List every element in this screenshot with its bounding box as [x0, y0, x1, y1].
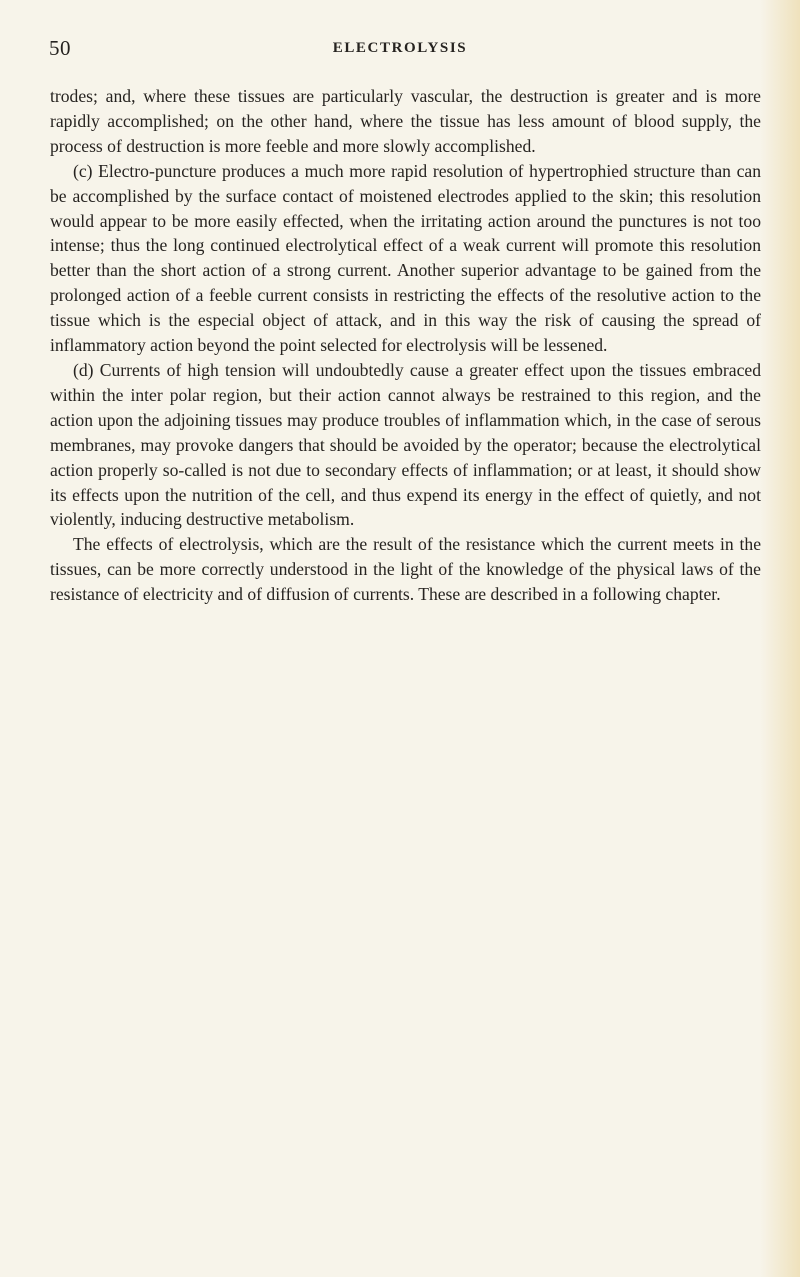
- paragraph-c: (c) Electro-puncture produces a much more rapid resolution of hypertrophied structure than can be accomplished by the surface contact of moistened electrodes applied to the skin; this resolution would appear to be more easily effected, when the irritating action around the punctures is not too intense; thus the long continued electrolytical effect of a weak current will promote this resolution better than the short action of a strong current. Another superior advantage to be gained from the prolonged action of a feeble current consists in restricting the effects of the resolutive action to the tissue which is the especial object of attack, and in this way the risk of causing the spread of inflammatory action beyond the point selected for electrolysis will be lessened.: [50, 160, 761, 356]
- paragraph-closing: The effects of electrolysis, which are the result of the resistance which the current meets in the tissues, can be more correctly understood in the light of the knowledge of the physical laws of the resistance of electricity and of diffusion of currents. These are described in a following chapter.: [50, 534, 761, 605]
- body-text: [50, 84, 761, 607]
- paragraph-continuation: trodes; and, where these tissues are particularly vascular, the destruction is greater and is more rapidly accomplished; on the other hand, where the tissue has less amount of blood supply, the process of destruction is more feeble and more slowly accomplished.: [50, 86, 761, 156]
- page-number: 50: [49, 36, 71, 60]
- paragraph-d: (d) Currents of high tension will undoubtedly cause a greater effect upon the tissues embraced within the inter polar region, but their action cannot always be restrained to this region, and the action upon the adjoining tissues may produce troubles of inflammation which, in the case of serous membranes, may provoke dangers that should be avoided by the operator; because the electrolytical action properly so-called is not due to secondary effects of inflammation; or at least, it should show its effects upon the nutrition of the cell, and thus expend its energy in the effect of quietly, and not violently, inducing destructive metabolism.: [50, 359, 761, 530]
- running-title: ELECTROLYSIS: [332, 40, 468, 56]
